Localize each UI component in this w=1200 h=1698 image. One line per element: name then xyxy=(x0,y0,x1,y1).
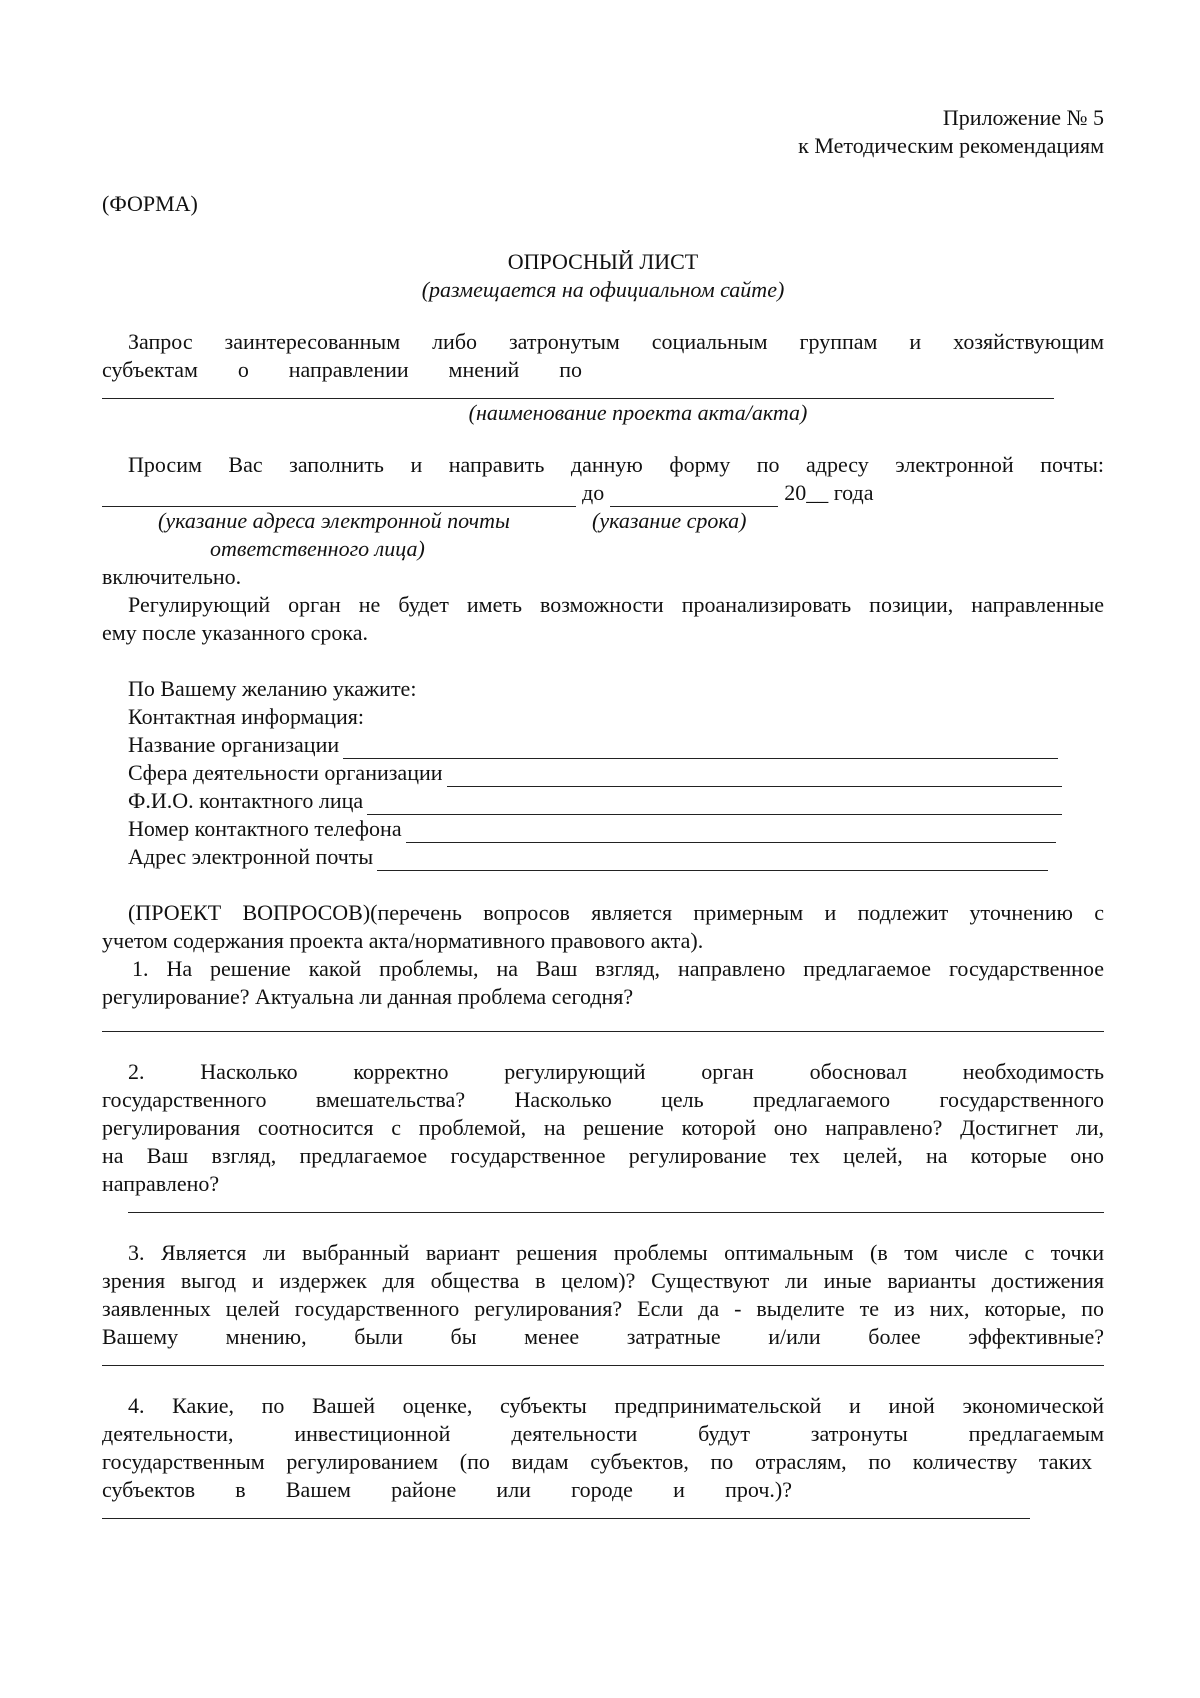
answer-3-field[interactable] xyxy=(102,1351,1104,1366)
phone-field[interactable] xyxy=(406,820,1056,843)
phone-row xyxy=(102,815,1056,843)
email-caption-line-2: ответственного лица) xyxy=(210,536,425,561)
organization-name-row xyxy=(102,731,1058,759)
inclusive-text: включительно. xyxy=(102,564,242,589)
contact-person-row xyxy=(102,787,1062,815)
answer-1-field[interactable] xyxy=(102,1011,1104,1032)
answer-4-field[interactable] xyxy=(102,1504,1030,1519)
question-4-line: 4. Какие, по Вашей оценке, субъекты предпринимательской и иной экономической xyxy=(128,1393,1104,1418)
page-subtitle: (размещается на официальном сайте) xyxy=(421,277,785,302)
note-line-1: Регулирующий орган не будет иметь возможности проанализировать позиции, направленные xyxy=(128,592,1104,617)
organization-name-field[interactable] xyxy=(343,736,1058,759)
questions-intro-line-2: учетом содержания проекта акта/нормативного правового акта). xyxy=(102,928,704,953)
question-4-line: государственным регулированием (по видам субъектов, по отраслям, по количеству таких xyxy=(102,1449,1092,1474)
email-label: Адрес электронной почты xyxy=(128,844,374,869)
act-name-field[interactable] xyxy=(102,384,1054,399)
please-line-1: Просим Вас заполнить и направить данную форму по адресу электронной почты: xyxy=(128,452,1104,477)
question-3-line: 3. Является ли выбранный вариант решения проблемы оптимальным (в том числе с точки xyxy=(128,1240,1104,1265)
phone-label: Номер контактного телефона xyxy=(128,816,402,841)
email-field[interactable] xyxy=(377,848,1048,871)
email-caption-line-1: (указание адреса электронной почты xyxy=(158,508,510,533)
question-4-line: субъектов в Вашем районе или городе и проч.)? xyxy=(102,1477,792,1502)
note-line-2: ему после указанного срока. xyxy=(102,620,368,645)
request-line-1: Запрос заинтересованным либо затронутым социальным группам и хозяйствующим xyxy=(128,329,1104,354)
question-1 xyxy=(102,955,1104,1032)
question-2 xyxy=(102,1058,1104,1213)
question-3 xyxy=(102,1239,1104,1366)
deadline-field[interactable] xyxy=(610,484,778,507)
question-4-line: деятельности, инвестиционной деятельности будут затронуты предлагаемым xyxy=(102,1421,1104,1446)
answer-2-field[interactable] xyxy=(128,1198,1104,1213)
activity-sphere-row xyxy=(102,759,1062,787)
question-3-line: заявленных целей государственного регулирования? Если да - выделите те из них, которые, по xyxy=(102,1296,1104,1321)
contact-intro: По Вашему желанию укажите: xyxy=(128,676,417,701)
contact-person-label: Ф.И.О. контактного лица xyxy=(128,788,364,813)
organization-name-label: Название организации xyxy=(128,732,340,757)
questions-intro-line-1: (ПРОЕКТ ВОПРОСОВ)(перечень вопросов является примерным и подлежит уточнению с xyxy=(128,900,1104,925)
question-1-line: 1. На решение какой проблемы, на Ваш взгляд, направлено предлагаемое государственное xyxy=(132,956,1104,981)
page-title: ОПРОСНЫЙ ЛИСТ xyxy=(507,249,699,274)
until-label: до xyxy=(582,480,605,505)
question-2-line: регулирования соотносится с проблемой, на решение которой оно направлено? Достигнет ли, xyxy=(102,1115,1104,1140)
deadline-caption: (указание срока) xyxy=(592,508,747,533)
activity-sphere-field[interactable] xyxy=(447,764,1062,787)
question-2-line: на Ваш взгляд, предлагаемое государственное регулирование тех целей, на которые оно xyxy=(102,1143,1104,1168)
year-label: 20__ года xyxy=(784,480,874,505)
act-name-caption: (наименование проекта акта/акта) xyxy=(468,400,808,425)
contact-person-field[interactable] xyxy=(367,792,1062,815)
request-line-2: субъектам о направлении мнений по xyxy=(102,357,582,382)
question-1-line: регулирование? Актуальна ли данная проблема сегодня? xyxy=(102,984,634,1009)
contact-heading: Контактная информация: xyxy=(128,704,364,729)
email-row xyxy=(102,843,1048,871)
contact-section xyxy=(102,675,1104,871)
email-address-field[interactable] xyxy=(102,484,576,507)
question-4 xyxy=(102,1392,1104,1519)
question-2-line: государственного вмешательства? Насколько цель предлагаемого государственного xyxy=(102,1087,1104,1112)
activity-sphere-label: Сфера деятельности организации xyxy=(128,760,443,785)
appendix-reference: к Методическим рекомендациям xyxy=(798,133,1104,158)
form-label: (ФОРМА) xyxy=(102,191,198,216)
question-2-line: 2. Насколько корректно регулирующий орган обосновал необходимость xyxy=(128,1059,1104,1084)
appendix-number: Приложение № 5 xyxy=(942,105,1104,130)
question-3-line: Вашему мнению, были бы менее затратные и/или более эффективные? xyxy=(102,1324,1104,1349)
question-3-line: зрения выгод и издержек для общества в целом)? Существуют ли иные варианты достижения xyxy=(102,1268,1104,1293)
question-2-line: направлено? xyxy=(102,1171,220,1196)
